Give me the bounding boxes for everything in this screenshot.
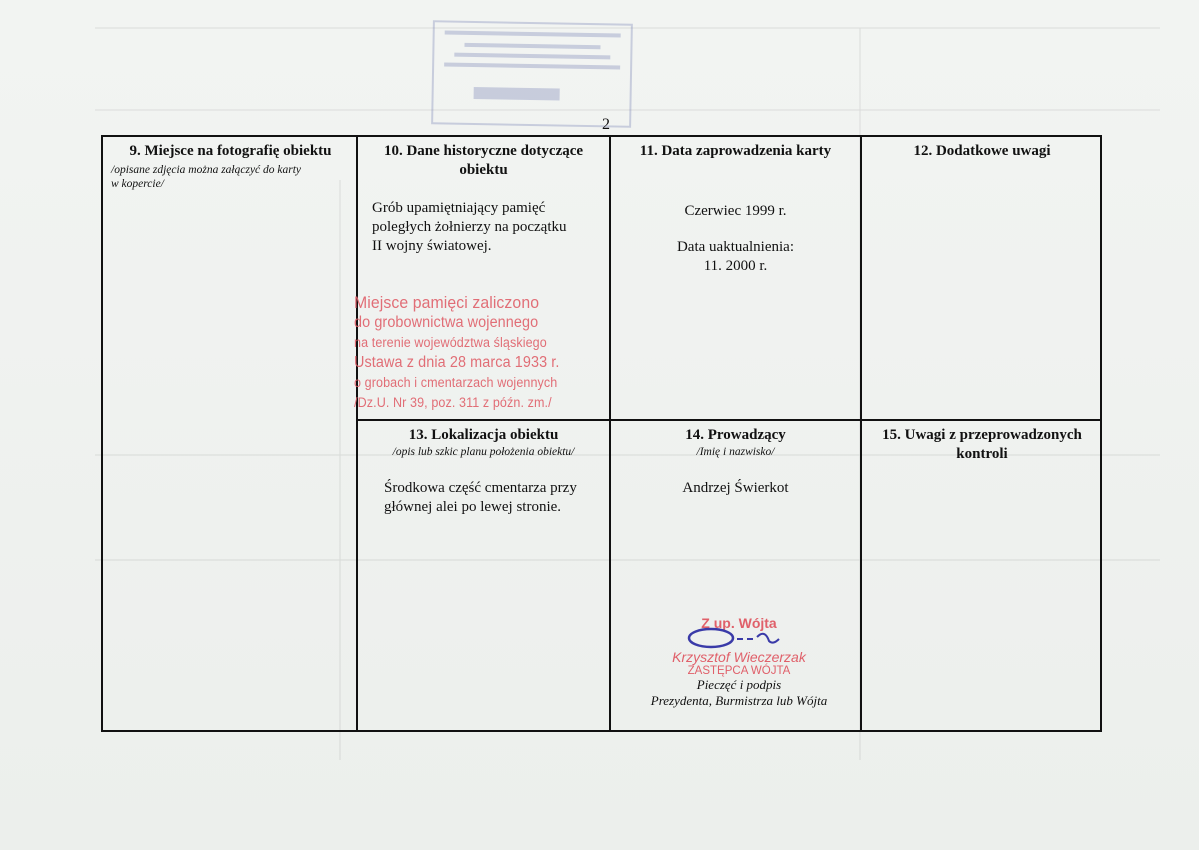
cell-9-title: 9. Miejsce na fotografię obiektu [129, 143, 332, 159]
cell-historical-data [358, 142, 609, 256]
cell-10-text-line3: II wojny światowej. [372, 238, 492, 254]
stamp-line: do grobownictwa wojennego [354, 314, 539, 331]
cell-10-title-line1: 10. Dane historyczne dotyczące [383, 143, 584, 159]
cell-13-text-line2: głównej alei po lewej stronie. [384, 499, 562, 515]
cell-10-title-line2: obiektu [459, 162, 508, 178]
cell-10-text-line2: poległych żołnierzy na początku [372, 219, 567, 235]
cell-11-title: 11. Data zaprowadzenia karty [639, 143, 832, 159]
stamp-line: Ustawa z dnia 28 marca 1933 r. [354, 354, 560, 371]
cell-15-title-line2: kontroli [956, 446, 1008, 462]
registration-card-table [101, 135, 1102, 732]
cell-15-title-line1: 15. Uwagi z przeprowadzonych [882, 427, 1082, 443]
signature-role: ZASTĘPCA WÓJTA [687, 665, 791, 677]
stamp-line: o grobach i cmentarzach wojennych [354, 375, 558, 390]
stamp-line: Miejsce pamięci zaliczono [354, 293, 540, 312]
signature-name: Krzysztof Wieczerzak [672, 649, 806, 665]
war-grave-red-stamp [354, 293, 604, 413]
cell-14-subtitle: /Imię i nazwisko/ [696, 446, 775, 458]
cell-12-title: 12. Dodatkowe uwagi [913, 143, 1051, 159]
cell-maintainer [611, 426, 860, 498]
cell-10-text-line1: Grób upamiętniający pamięć [372, 200, 546, 216]
stamp-line: na terenie województwa śląskiego [354, 335, 547, 350]
signature-on-behalf: Z up. Wójta [701, 615, 777, 631]
signature-caption-line1: Pieczęć i podpis [696, 677, 782, 692]
cell-9-subtitle-line1: /opisane zdjęcia można załączyć do karty [111, 164, 302, 176]
cell-13-subtitle: /opis lub szkic planu położenia obiektu/ [392, 446, 575, 458]
cell-14-title: 14. Prowadzący [685, 427, 786, 443]
cell-inspection-notes [862, 426, 1102, 464]
cell-9-subtitle-line2: w kopercie/ [111, 178, 164, 190]
cell-card-date [611, 142, 860, 276]
signature-block [628, 615, 850, 709]
cell-14-name: Andrzej Świerkot [682, 480, 789, 496]
stamp-line: /Dz.U. Nr 39, poz. 311 z późn. zm./ [354, 395, 552, 410]
cell-11-date: Czerwiec 1999 r. [684, 203, 787, 219]
cell-additional-notes [862, 142, 1102, 161]
row-divider [356, 419, 1100, 421]
cell-photo-placeholder [103, 142, 356, 191]
cell-11-update-label: Data uaktualnienia: [676, 239, 795, 255]
cell-11-update-value: 11. 2000 r. [703, 258, 768, 274]
cell-13-title: 13. Lokalizacja obiektu [408, 427, 559, 443]
signature-caption-line2: Prezydenta, Burmistrza lub Wójta [650, 693, 828, 708]
cell-13-text-line1: Środkowa część cmentarza przy [384, 480, 577, 496]
page-number: 2 [602, 116, 610, 133]
faded-registration-stamp [431, 20, 633, 127]
cell-location [358, 426, 609, 517]
